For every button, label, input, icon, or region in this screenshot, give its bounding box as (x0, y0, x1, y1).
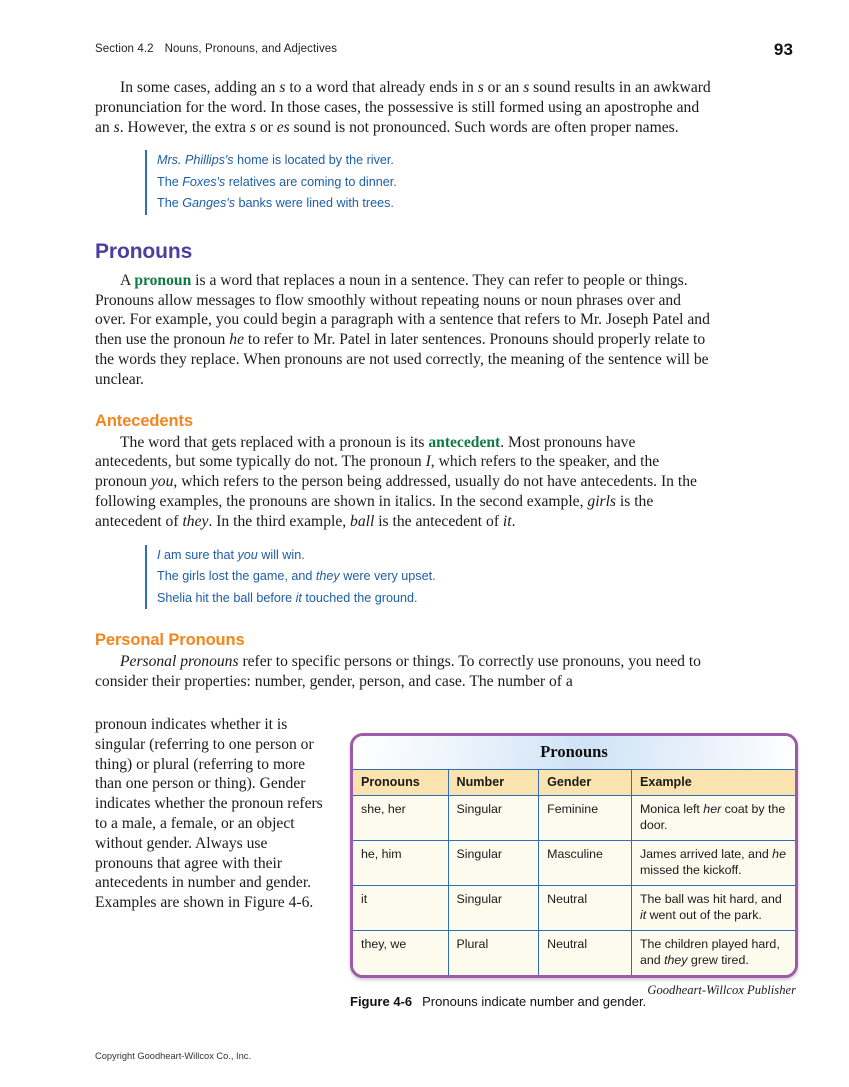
table-header-row (353, 770, 795, 796)
pronouns-table (353, 736, 795, 975)
ante-p1: The word that gets replaced with a pronoun is its (120, 433, 429, 451)
intro-italic-1: s (279, 79, 286, 96)
example-italic: you (237, 547, 258, 562)
example-italic: it (295, 590, 302, 605)
footer-copyright: Copyright Goodheart-Willcox Co., Inc. (95, 1051, 252, 1061)
example-text: will win. (257, 547, 305, 562)
cell-gender: Neutral (539, 886, 632, 931)
example-text: home is located by the river. (233, 153, 394, 168)
figure-caption (350, 994, 810, 1009)
example-lead: The (157, 196, 183, 211)
cell-example-italic: they (664, 953, 688, 967)
pronouns-lead: A (120, 271, 135, 289)
pronouns-mid: is a word that replaces a noun in a sentence. They can refer to people or things. Pronouns allow messages to flow smoothly without repeating nouns or noun phrases over and over. For example, you could begin a paragraph with a sentence that refers to Mr. Joseph Patel and then use the pronoun (95, 271, 710, 349)
intro-italic-2: s (477, 79, 484, 96)
intro-part-5: . However, the extra (119, 118, 250, 136)
ante-i5: ball (350, 512, 375, 530)
pronouns-paragraph (95, 271, 715, 390)
cell-example-pre: James arrived late, and (639, 847, 773, 861)
page-number: 93 (773, 40, 793, 59)
example-lead: The (157, 174, 183, 189)
column-header-example: Example (631, 770, 795, 796)
cell-example-italic: her (703, 802, 722, 816)
example-item (157, 150, 715, 172)
example-text: am sure that (160, 547, 238, 562)
ante-p4: , which refers to the person being addressed, usually do not have antecedents. In the following examples, the pronouns are shown in italics. In the second example, (95, 473, 697, 511)
cell-pronouns: he, him (353, 841, 448, 886)
cell-example (631, 931, 795, 976)
cell-example (631, 886, 795, 931)
table-row (353, 841, 795, 886)
intro-italic-5: s (249, 118, 256, 136)
cell-number: Singular (448, 796, 539, 841)
column-header-number: Number (448, 770, 539, 796)
cell-example-post: coat by the door. (639, 802, 786, 832)
cell-example-pre: The ball was hit hard, and (639, 892, 782, 906)
pronouns-table-shell (350, 733, 798, 978)
examples-possessive (145, 150, 715, 215)
personal-pronouns-paragraph (95, 652, 715, 692)
ante-i1: I (425, 453, 431, 471)
cell-example-post: missed the kickoff. (639, 863, 742, 877)
key-term-antecedent: antecedent (428, 433, 501, 451)
intro-paragraph (95, 78, 715, 137)
cell-example-italic: it (639, 908, 647, 922)
personal-text: refer to specific persons or things. To correctly use pronouns, you need to consider their properties: number, gender, person, and case. The number of a (95, 653, 701, 690)
running-head-section: Section 4.2 (95, 43, 154, 55)
example-lead: The girls lost the game, and (157, 569, 316, 584)
table-row (353, 886, 795, 931)
intro-italic-3: s (523, 79, 530, 96)
ante-i4: they (182, 512, 209, 530)
example-italic: I (157, 547, 161, 562)
subheading-antecedents: Antecedents (95, 411, 193, 430)
intro-part-4: sound results in an awkward pronunciation for the word. In those cases, the possessive is still formed using an apostrophe and an (95, 79, 711, 136)
figure-4-6 (350, 733, 798, 998)
figure-number: Figure 4-6 (350, 994, 413, 1009)
ante-p8: . (511, 512, 516, 530)
wrap-column-text: pronoun indicates whether it is singular (referring to one person or thing) or plural (referring to more than one person or thing). Gender indicates whether the pronoun refers to a male, a female, or an object without gender. Always use pronouns that agree with their antecedents in number and gender. Examples are shown in Figure 4-6. (95, 716, 323, 912)
ante-i2: you (150, 473, 174, 491)
intro-part-7: sound is not pronounced. Such words are often proper names. (289, 118, 679, 136)
pronouns-italic-he: he (229, 331, 244, 349)
cell-gender: Neutral (539, 931, 632, 976)
main-column (95, 78, 715, 692)
example-italic: Ganges's (182, 196, 236, 211)
ante-p7: is the antecedent of (374, 512, 503, 530)
intro-part-1: In some cases, adding an (120, 79, 280, 96)
running-head-title: Nouns, Pronouns, and Adjectives (164, 43, 338, 55)
example-text: relatives are coming to dinner. (225, 174, 397, 189)
ante-p2: . Most pronouns have antecedents, but some typically do not. The pronoun (95, 433, 636, 471)
cell-gender: Masculine (539, 841, 632, 886)
ante-i6: it (502, 512, 512, 530)
example-item (157, 566, 715, 588)
cell-pronouns: it (353, 886, 448, 931)
intro-italic-6: es (276, 118, 290, 136)
example-text: touched the ground. (301, 590, 418, 605)
cell-gender: Feminine (539, 796, 632, 841)
column-header-gender: Gender (539, 770, 632, 796)
example-item (157, 193, 715, 215)
cell-example-pre: The children played hard, and (639, 937, 780, 967)
wrap-column (95, 715, 327, 913)
table-row (353, 931, 795, 976)
cell-number: Plural (448, 931, 539, 976)
intro-part-6: or (255, 118, 277, 136)
cell-example (631, 796, 795, 841)
cell-example (631, 841, 795, 886)
column-header-pronouns: Pronouns (353, 770, 448, 796)
section-heading-pronouns: Pronouns (95, 239, 193, 263)
personal-italic-lead: Personal pronouns (120, 653, 239, 671)
ante-p3: , which refers to the speaker, and the pronoun (95, 453, 660, 491)
example-text: were very upset. (339, 569, 436, 584)
antecedents-paragraph (95, 433, 715, 532)
intro-italic-4: s (113, 118, 120, 136)
cell-example-italic: he (772, 847, 786, 861)
pronouns-end: to refer to Mr. Patel in later sentences. Pronouns should properly relate to the words they replace. When pronouns are not used correctly, the meaning of the sentence will be unclear. (95, 331, 709, 388)
running-head (95, 40, 793, 63)
example-item (157, 588, 715, 610)
cell-pronouns: they, we (353, 931, 448, 976)
subheading-personal-pronouns: Personal Pronouns (95, 631, 245, 650)
cell-example-post: grew tired. (687, 953, 749, 967)
ante-p5: is the antecedent of (95, 493, 654, 530)
example-item (157, 545, 715, 567)
figure-caption-text: Pronouns indicate number and gender. (422, 994, 647, 1009)
intro-part-3: or an (483, 79, 524, 96)
example-italic: Mrs. Phillips's (157, 153, 234, 168)
example-lead: Shelia hit the ball before (157, 590, 296, 605)
table-title: Pronouns (353, 736, 795, 770)
example-italic: Foxes's (182, 174, 226, 189)
table-row (353, 796, 795, 841)
cell-number: Singular (448, 886, 539, 931)
cell-example-post: went out of the park. (646, 908, 762, 922)
figure-credit: Goodheart-Willcox Publisher (647, 983, 796, 997)
cell-number: Singular (448, 841, 539, 886)
example-italic: they (315, 569, 340, 584)
ante-p6: . In the third example, (208, 512, 351, 530)
intro-part-2: to a word that already ends in (285, 79, 478, 96)
cell-example-pre: Monica left (639, 802, 704, 816)
key-term-pronoun: pronoun (134, 271, 192, 289)
example-item (157, 172, 715, 194)
ante-i3: girls (587, 493, 616, 511)
example-text: banks were lined with trees. (235, 196, 394, 211)
examples-antecedent (145, 545, 715, 610)
cell-pronouns: she, her (353, 796, 448, 841)
